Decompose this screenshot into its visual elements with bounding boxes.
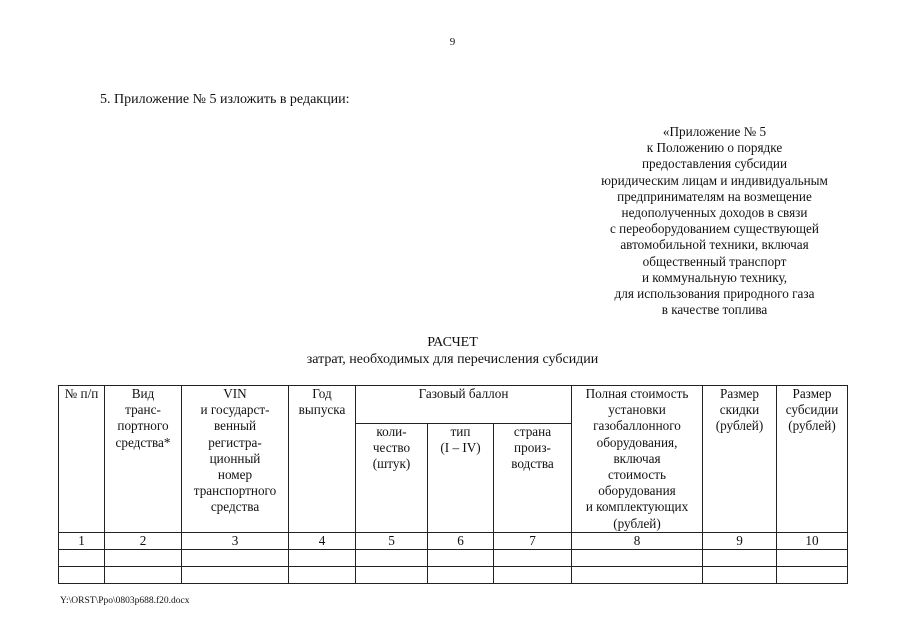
header-full-cost: Полная стоимость установки газобаллонного оборудования, включая стоимость оборудования и комплектующих (рублей) — [572, 386, 703, 533]
table-cell — [356, 550, 428, 567]
header-row-number: № п/п — [59, 386, 105, 533]
column-number: 8 — [572, 532, 703, 549]
column-number: 2 — [105, 532, 182, 549]
table-cell — [572, 550, 703, 567]
amendment-line: 5. Приложение № 5 изложить в редакции: — [100, 92, 350, 107]
table-cell — [289, 550, 356, 567]
table-cell — [289, 567, 356, 584]
column-number: 9 — [703, 532, 777, 549]
table-cell — [105, 567, 182, 584]
table-cell — [182, 567, 289, 584]
table-cell — [105, 550, 182, 567]
appendix-line: предпринимателям на возмещение — [617, 188, 812, 204]
header-type: тип (I – IV) — [428, 423, 494, 532]
appendix-line: общественный транспорт — [642, 253, 787, 269]
header-subsidy: Размер субсидии (рублей) — [777, 386, 848, 533]
header-quantity: коли- чество (штук) — [356, 423, 428, 532]
table-cell — [59, 550, 105, 567]
header-vin: VIN и государст- венный регистра- ционный номер транспортного средства — [182, 386, 289, 533]
table-cell — [777, 550, 848, 567]
column-number: 5 — [356, 532, 428, 549]
table-cell — [428, 567, 494, 584]
column-number: 10 — [777, 532, 848, 549]
appendix-line: «Приложение № 5 — [662, 124, 767, 139]
table-row — [59, 567, 848, 584]
footer-file-path: Y:\ORST\Ppo\0803p688.f20.docx — [60, 596, 190, 606]
appendix-line: и коммунальную технику, — [641, 269, 788, 285]
appendix-line: с переоборудованием существующей — [610, 221, 819, 237]
table-cell — [494, 567, 572, 584]
column-number: 6 — [428, 532, 494, 549]
header-gas-cylinder: Газовый баллон — [356, 386, 572, 424]
table-cell — [703, 550, 777, 567]
appendix-header — [567, 124, 862, 318]
header-country: страна произ- водства — [494, 423, 572, 532]
table-cell — [59, 567, 105, 584]
column-number: 7 — [494, 532, 572, 549]
table-row — [59, 550, 848, 567]
column-number: 3 — [182, 532, 289, 549]
appendix-line: для использования природного газа — [614, 286, 815, 302]
appendix-line: юридическим лицам и индивидуальным — [601, 172, 828, 188]
table-cell — [356, 567, 428, 584]
appendix-line: недополученных доходов в связи — [621, 205, 808, 221]
table-cell — [494, 550, 572, 567]
table-cell — [703, 567, 777, 584]
appendix-line: в качестве топлива — [661, 302, 768, 318]
header-year: Год выпуска — [289, 386, 356, 533]
table-cell — [572, 567, 703, 584]
column-number-row — [59, 532, 848, 549]
appendix-line: предоставления субсидии — [641, 156, 788, 172]
table-cell — [777, 567, 848, 584]
calculation-subtitle: затрат, необходимых для перечисления субсидии — [306, 352, 599, 367]
column-number: 4 — [289, 532, 356, 549]
appendix-line: к Положению о порядке — [646, 140, 783, 156]
page-number: 9 — [449, 36, 456, 48]
table-cell — [182, 550, 289, 567]
calculation-table — [58, 385, 848, 584]
appendix-line: автомобильной техники, включая — [620, 237, 809, 253]
header-vehicle-type: Вид транс- портного средства* — [105, 386, 182, 533]
table-cell — [428, 550, 494, 567]
header-discount: Размер скидки (рублей) — [703, 386, 777, 533]
column-number: 1 — [59, 532, 105, 549]
calculation-title: РАСЧЕТ — [427, 335, 478, 350]
